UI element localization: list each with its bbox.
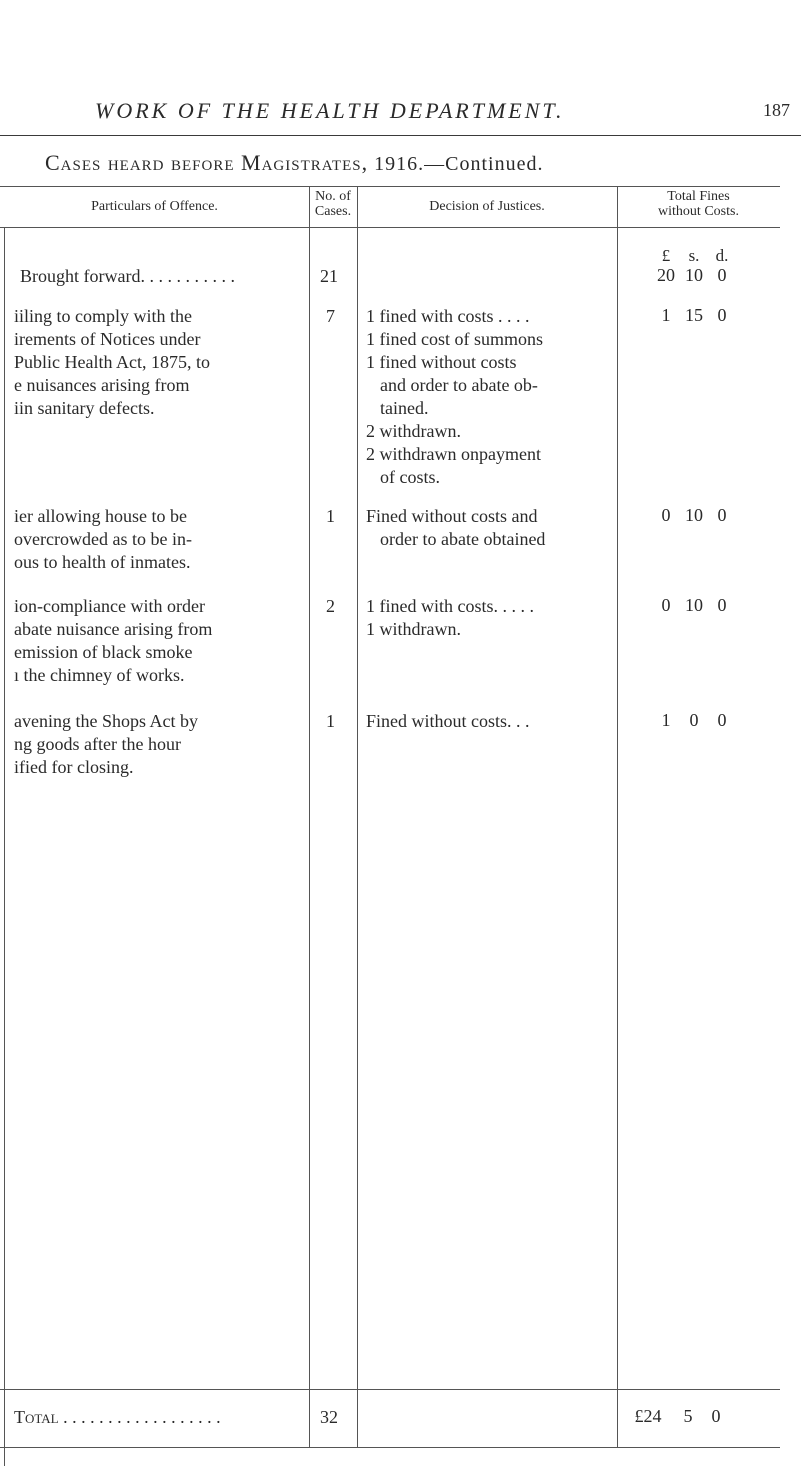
fine-shillings: 15: [685, 305, 703, 325]
offence-line: ous to health of inmates.: [14, 552, 191, 572]
header-rule: [0, 135, 801, 136]
decision-line: Fined without costs and: [366, 506, 538, 526]
header-bottom-rule: [0, 227, 780, 228]
offence-line: ng goods after the hour: [14, 734, 181, 754]
row-brought-forward-fine: [652, 265, 736, 286]
fine-pence: 0: [717, 505, 727, 525]
offence-line: Public Health Act, 1875, to: [14, 352, 210, 372]
offence-line: overcrowded as to be in-: [14, 529, 192, 549]
decision-line: 2 withdrawn onpayment: [366, 444, 541, 464]
table-title-suffix: —Continued.: [424, 153, 544, 175]
offence-line: ified for closing.: [14, 757, 134, 777]
page-number: 187: [763, 100, 790, 120]
decision-line: of costs.: [380, 467, 440, 487]
decision-line: 1 fined with costs. . . . .: [366, 596, 534, 616]
total-fine-shillings: 5: [683, 1406, 693, 1426]
row-brought-forward-cases: 21: [320, 266, 338, 286]
row-shops-act-offence: [14, 710, 198, 779]
offence-line: ion-compliance with order: [14, 596, 205, 616]
header-fines-line1: Total Fines: [667, 189, 730, 204]
decision-line: 1 withdrawn.: [366, 619, 461, 639]
offence-line: e nuisances arising from: [14, 375, 190, 395]
fine-pounds: 0: [661, 505, 671, 525]
unit-pounds: £: [661, 246, 671, 265]
row-smoke-offence: [14, 595, 212, 687]
row-overcrowded-decision: [366, 505, 545, 551]
fine-pence: 0: [717, 305, 727, 325]
row-smoke-decision: [366, 595, 534, 641]
offence-line: ier allowing house to be: [14, 506, 187, 526]
offence-line: avening the Shops Act by: [14, 711, 198, 731]
offence-line: irements of Notices under: [14, 329, 201, 349]
col-rule-2: [357, 186, 358, 1447]
fine-shillings: 10: [685, 505, 703, 525]
fine-pence: 0: [717, 710, 727, 730]
header-offence: Particulars of Offence.: [91, 199, 218, 214]
fine-pence: 0: [717, 595, 727, 615]
col-rule-3: [617, 186, 618, 1447]
row-sanitary-fine: [652, 305, 736, 326]
fine-shillings: 10: [685, 595, 703, 615]
offence-line: ı the chimney of works.: [14, 665, 185, 685]
running-head: [0, 98, 801, 134]
unit-shillings: s.: [688, 246, 700, 265]
total-label: Total . . . . . . . . . . . . . . . . . .: [14, 1407, 221, 1427]
row-sanitary-decision: [366, 305, 543, 489]
row-shops-act-fine: [652, 710, 736, 731]
fine-pounds: 1: [661, 710, 671, 730]
decision-line: tained.: [380, 398, 429, 418]
row-overcrowded-fine: [652, 505, 736, 526]
total-fine-pence: 0: [711, 1406, 721, 1426]
row-smoke-cases: 2: [326, 596, 335, 616]
decision-line: 1 fined with costs . . . .: [366, 306, 530, 326]
fine-pounds: 0: [661, 595, 671, 615]
offence-line: iiling to comply with the: [14, 306, 192, 326]
total-top-rule: [0, 1389, 780, 1390]
table-title-prefix: Cases heard before Magistrates,: [45, 150, 369, 175]
decision-line: order to abate obtained: [380, 529, 546, 549]
header-cases-line2: Cases.: [314, 204, 352, 219]
row-sanitary-cases: 7: [326, 306, 335, 326]
fine-shillings: 10: [685, 265, 703, 285]
header-cases: [309, 189, 357, 219]
total-fine: [622, 1406, 730, 1427]
row-overcrowded-offence: [14, 505, 192, 574]
offence-line: iin sanitary defects.: [14, 398, 155, 418]
header-cases-line1: No. of: [315, 189, 351, 204]
fine-pounds: 1: [661, 305, 671, 325]
row-smoke-fine: [652, 595, 736, 616]
currency-units: [652, 246, 736, 266]
unit-pence: d.: [715, 246, 729, 265]
row-sanitary-offence: [14, 305, 210, 420]
total-fine-pounds: £24: [634, 1406, 662, 1426]
col-rule-1: [309, 186, 310, 1447]
header-decision: Decision of Justices.: [429, 199, 545, 214]
row-shops-act-decision: [366, 710, 530, 733]
running-head-title: WORK OF THE HEALTH DEPARTMENT.: [95, 98, 565, 123]
fine-shillings: 0: [689, 710, 699, 730]
offence-line: abate nuisance arising from: [14, 619, 213, 639]
header-fines-line2: without Costs.: [658, 204, 739, 219]
row-brought-forward-offence: Brought forward. . . . . . . . . . .: [20, 266, 235, 286]
fine-pence: 0: [717, 265, 727, 285]
row-overcrowded-cases: 1: [326, 506, 335, 526]
decision-line: 2 withdrawn.: [366, 421, 461, 441]
left-edge-rule: [4, 228, 5, 1466]
decision-line: 1 fined without costs: [366, 352, 517, 372]
decision-line: Fined without costs. . .: [366, 711, 530, 731]
table-top-rule: [0, 186, 780, 187]
row-shops-act-cases: 1: [326, 711, 335, 731]
decision-line: and order to abate ob-: [380, 375, 538, 395]
decision-line: 1 fined cost of summons: [366, 329, 543, 349]
total-bottom-rule: [0, 1447, 780, 1448]
table-title-year: 1916.: [374, 153, 425, 175]
header-fines: [617, 189, 780, 219]
fine-pounds: 20: [657, 265, 675, 285]
table-title: [45, 150, 543, 176]
total-cases: 32: [320, 1407, 338, 1427]
offence-line: emission of black smoke: [14, 642, 193, 662]
